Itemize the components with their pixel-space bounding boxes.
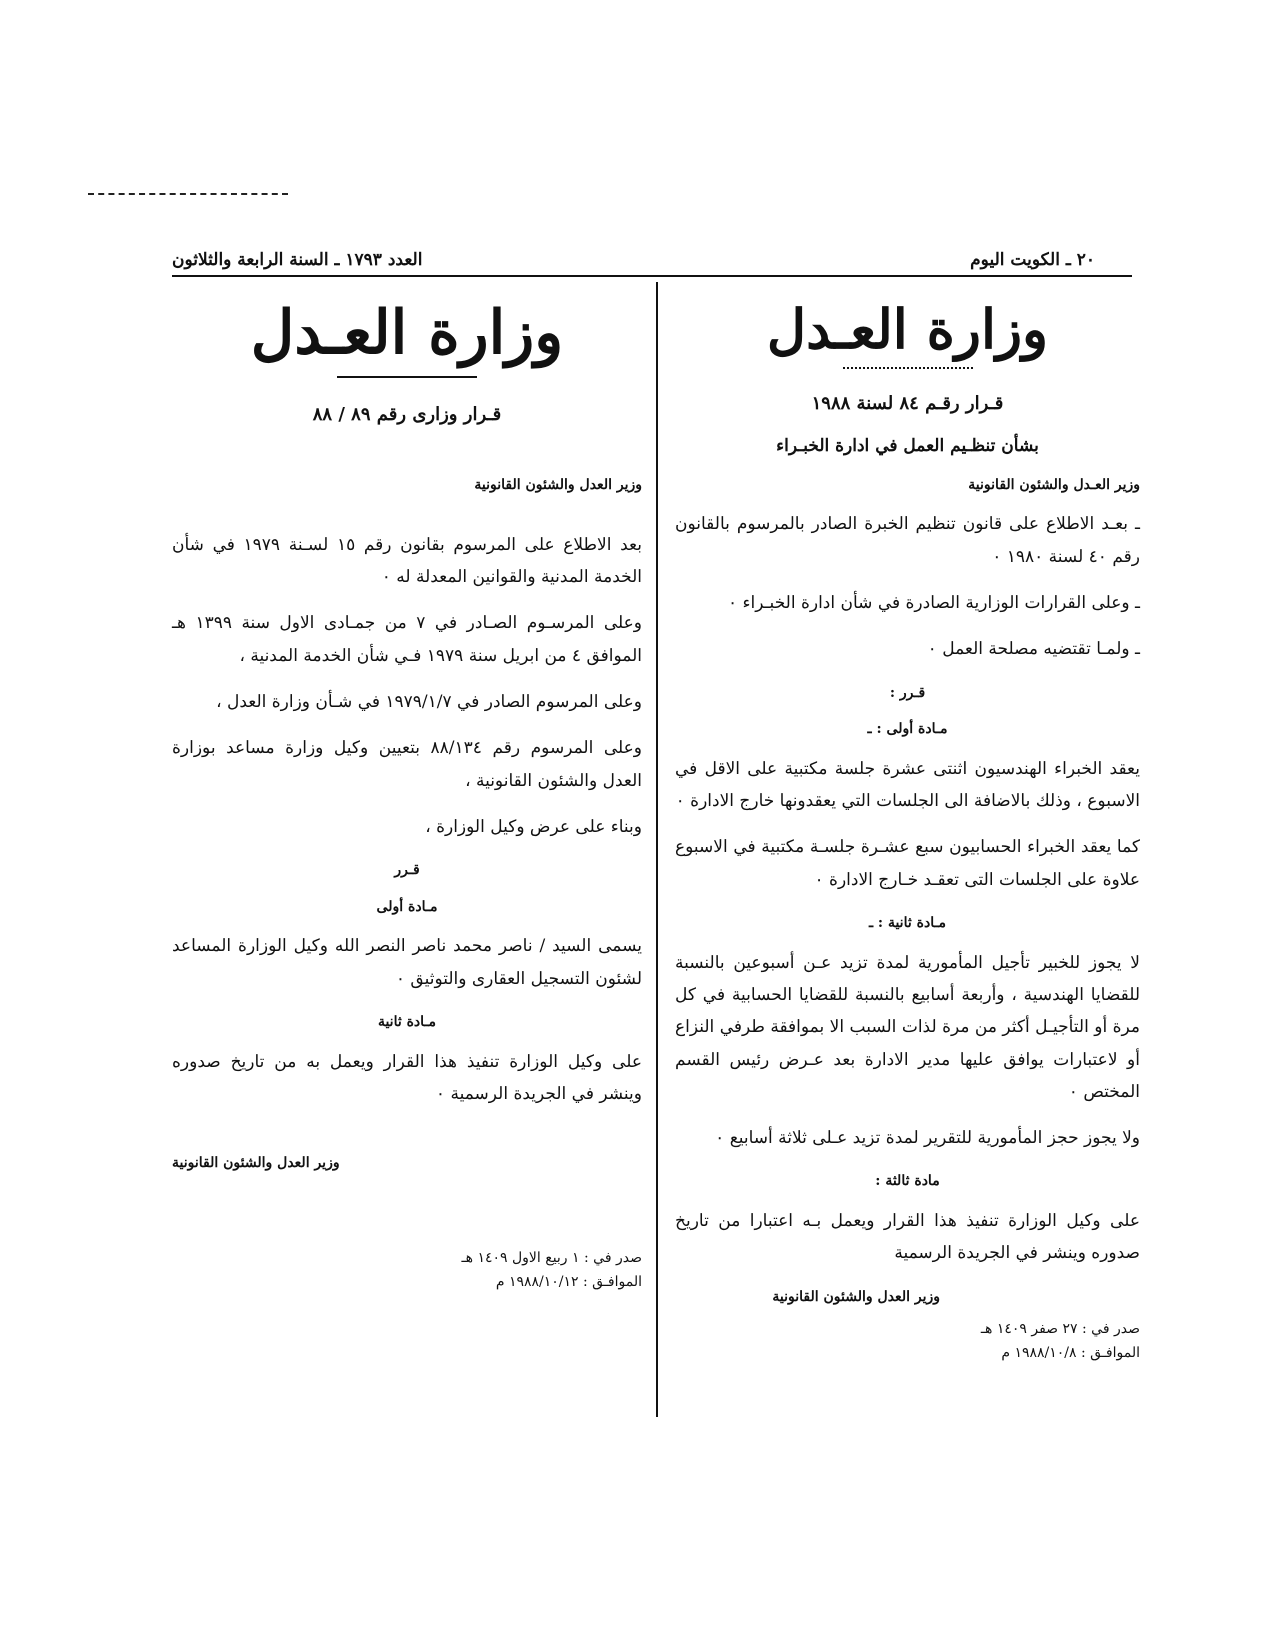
masthead-rule [843,367,973,369]
preamble-paragraph: وعلى المرسـوم الصـادر في ٧ من جمـادى الاول سنة ١٣٩٩ هـ الموافق ٤ من ابريل سنة ١٩٧٩ فـي شأن الخدمة المدنية ، [172,613,642,666]
article-2-heading: مـادة ثانية [377,1013,437,1030]
masthead-rule [337,376,477,378]
minister-signature: وزير العدل والشئون القانونية [172,1155,340,1172]
article-1-heading: مـادة أولى : ـ [867,721,948,738]
preamble-paragraph: وعلى المرسوم رقم ٨٨/١٣٤ بتعيين وكيل وزارة مساعد بوزارة العدل والشئون القانونية ، [172,738,642,791]
preamble-paragraph: وعلى المرسوم الصادر في ١٩٧٩/١/٧ في شـأن وزارة العدل ، [216,691,642,712]
article-1-text: يعقد الخبراء الهندسيون اثنتى عشرة جلسة مكتبية على الاقل في الاسبوع ، وذلك بالاضافة الى الجلسات التي يعقدونها خارج الادارة ٠ [675,758,1140,812]
article-1-text: كما يعقد الخبراء الحسابيون سبع عشـرة جلسـة مكتبية في الاسبوع علاوة على الجلسات التى تعقـد خـارج الادارة ٠ [675,837,1140,890]
decision-84-column [675,297,1140,1366]
article-3-text: على وكيل الوزارة تنفيذ هذا القرار ويعمل بـه اعتبارا من تاريخ صدوره وينشر في الجريدة الرسمية [675,1211,1140,1264]
minister-label: وزير العدل والشئون القانونية [474,477,642,494]
issue-date: صدر في : ٢٧ صفر ١٤٠٩ هـ [980,1321,1140,1338]
ministry-masthead: وزارة العـدل [250,298,564,368]
article-3-heading: مادة ثالثة : [875,1173,940,1190]
decision-title: قـرار رقـم ٨٤ لسنة ١٩٨٨ [811,393,1004,415]
decision-title: قـرار وزارى رقم ٨٩ / ٨٨ [312,404,502,425]
article-1-text: يسمى السيد / ناصر محمد ناصر النصر الله وكيل الوزارة المساعد لشئون التسجيل العقارى والتوثيق ٠ [172,936,642,989]
header-rule [172,275,1132,277]
preamble-paragraph: وبناء على عرض وكيل الوزارة ، [425,816,642,837]
decides-heading: قـرر : [889,684,926,701]
corresponding-date: الموافـق : ١٩٨٨/١٠/١٢ م [495,1273,642,1290]
minister-label: وزير العـدل والشئون القانونية [968,476,1140,493]
issue-date: صدر في : ١ ربيع الاول ١٤٠٩ هـ [461,1249,642,1266]
column-divider [656,282,658,1417]
top-dashed-rule [88,193,288,195]
minister-signature: وزير العدل والشئون القانونية [772,1288,940,1305]
article-2-text: على وكيل الوزارة تنفيذ هذا القرار ويعمل به من تاريخ صدوره وينشر في الجريدة الرسمية ٠ [172,1051,642,1104]
ministry-masthead: وزارة العـدل [766,297,1049,361]
article-1-heading: مـادة أولى [376,898,438,915]
issue-number: العدد ١٧٩٣ ـ السنة الرابعة والثلاثون [172,250,423,270]
page-header-title: ٢٠ ـ الكويت اليوم [970,250,1095,270]
preamble-paragraph: بعد الاطلاع على المرسوم بقانون رقم ١٥ لسـنة ١٩٧٩ في شأن الخدمة المدنية والقوانين المعدلة له ٠ [172,534,642,588]
preamble-paragraph: ـ وعلى القرارات الوزارية الصادرة في شأن ادارة الخبـراء ٠ [727,593,1140,614]
decision-89-column [172,300,642,1294]
preamble-paragraph: ـ بعـد الاطلاع على قانون تنظيم الخبرة الصادر بالمرسوم بالقانون رقم ٤٠ لسنة ١٩٨٠ ٠ [675,514,1140,567]
decision-subject: بشأن تنظـيم العمل في ادارة الخبـراء [776,435,1039,456]
preamble-paragraph: ـ ولمـا تقتضيه مصلحة العمل ٠ [927,639,1140,660]
article-2-text: ولا يجوز حجز المأمورية للتقرير لمدة تزيد عـلى ثلاثة أسابيع ٠ [715,1128,1140,1149]
decides-heading: قـرر [394,862,420,879]
article-2-heading: مـادة ثانية : ـ [868,915,947,932]
corresponding-date: الموافـق : ١٩٨٨/١٠/٨ م [1001,1344,1140,1361]
article-2-text: لا يجوز للخبير تأجيل المأمورية لمدة تزيد عـن أسبوعين بالنسبة للقضايا الهندسية ، وأربعة أسابيع بالنسبة للقضايا الحسابية في كل مرة أو التأجيـل أكثر من مرة لذات السبب الا بموافقة طرفي النزاع أو لاعتبارات يوافق عليها مدير الادارة بعد عـرض رئيس القسم المختص ٠ [675,952,1140,1102]
